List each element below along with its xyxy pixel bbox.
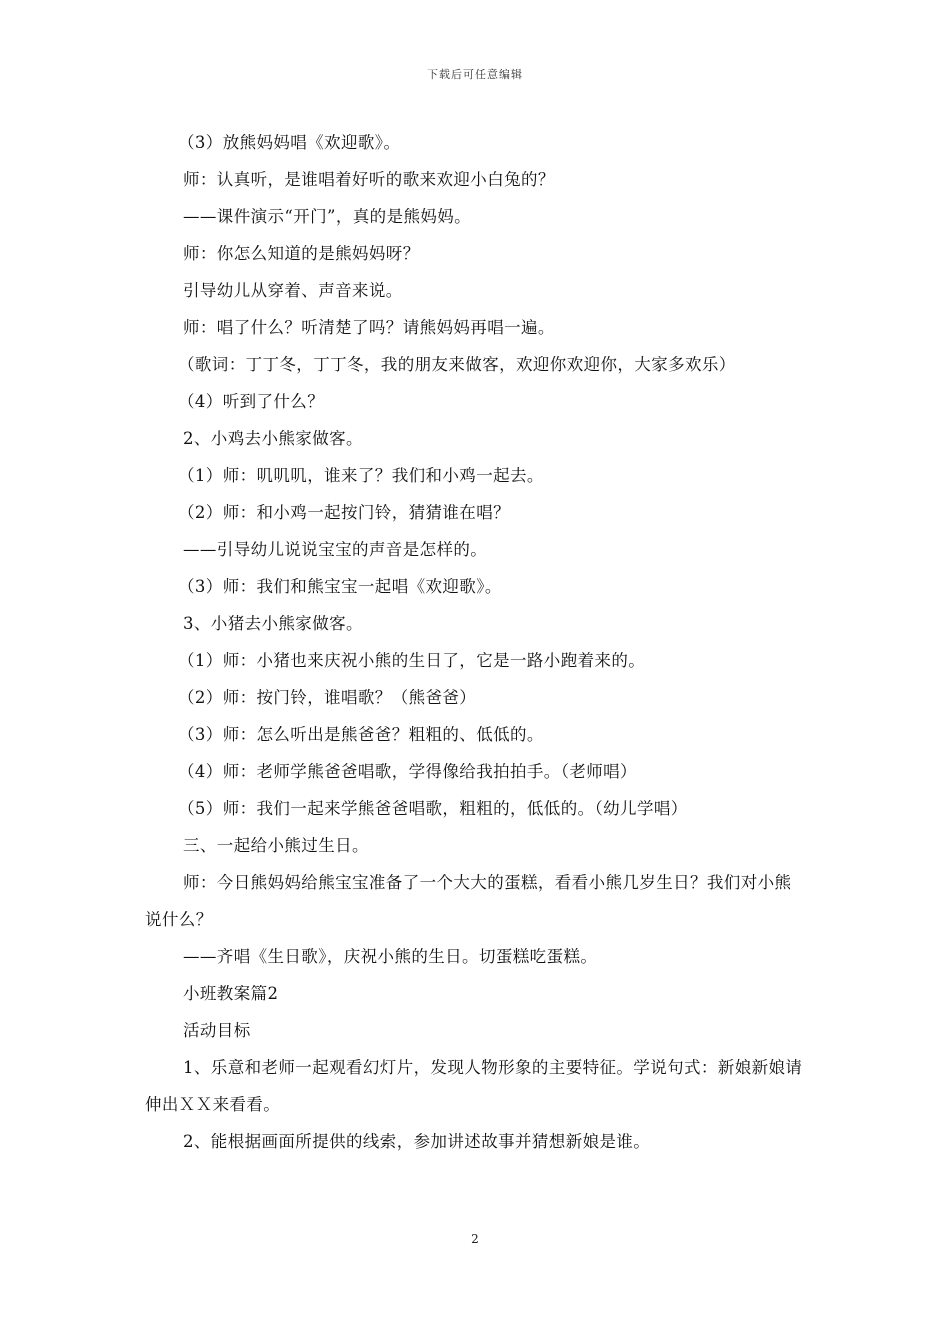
paragraph: 1、乐意和老师一起观看幻灯片，发现人物形象的主要特征。学说句式：新娘新娘请伸出ＸＸ来看看。 [145,1058,803,1114]
document-body [145,124,807,1160]
paragraph: （3）师：怎么听出是熊爸爸？粗粗的、低低的。 [178,725,544,744]
paragraph: 师：唱了什么？听清楚了吗？请熊妈妈再唱一遍。 [183,318,555,337]
paragraph: 2、能根据画面所提供的线索，参加讲述故事并猜想新娘是谁。 [183,1132,651,1151]
section-heading: 活动目标 [183,1021,251,1040]
paragraph: 引导幼儿从穿着、声音来说。 [183,281,403,300]
paragraph: （歌词：丁丁冬，丁丁冬，我的朋友来做客，欢迎你欢迎你，大家多欢乐） [178,355,736,374]
paragraph: 师：今日熊妈妈给熊宝宝准备了一个大大的蛋糕，看看小熊几岁生日？我们对小熊说什么？ [145,873,792,929]
paragraph: 2、小鸡去小熊家做客。 [183,429,363,448]
paragraph: （1）师：叽叽叽，谁来了？我们和小鸡一起去。 [178,466,544,485]
paragraph: （3）师：我们和熊宝宝一起唱《欢迎歌》。 [178,577,502,596]
page-header: 下载后可任意编辑 [427,68,523,81]
paragraph: 师：你怎么知道的是熊妈妈呀？ [183,244,420,263]
paragraph: ——齐唱《生日歌》，庆祝小熊的生日。切蛋糕吃蛋糕。 [183,947,598,966]
paragraph: （2）师：按门铃，谁唱歌？（熊爸爸） [178,688,477,707]
paragraph: （5）师：我们一起来学熊爸爸唱歌，粗粗的，低低的。（幼儿学唱） [178,799,688,818]
page-number: 2 [471,1232,479,1246]
paragraph: （1）师：小猪也来庆祝小熊的生日了，它是一路小跑着来的。 [178,651,646,670]
paragraph: 师：认真听，是谁唱着好听的歌来欢迎小白兔的？ [183,170,555,189]
paragraph: （3）放熊妈妈唱《欢迎歌》。 [178,133,401,152]
section-heading: 小班教案篇2 [183,984,279,1003]
section-heading: 三、一起给小熊过生日。 [183,836,369,855]
paragraph: ——引导幼儿说说宝宝的声音是怎样的。 [183,540,488,559]
paragraph: ——课件演示“开门”，真的是熊妈妈。 [183,207,472,226]
paragraph: 3、小猪去小熊家做客。 [183,614,363,633]
paragraph: （4）师：老师学熊爸爸唱歌，学得像给我拍拍手。（老师唱） [178,762,637,781]
paragraph: （2）师：和小鸡一起按门铃，猜猜谁在唱？ [178,503,510,522]
paragraph: （4）听到了什么？ [178,392,325,411]
